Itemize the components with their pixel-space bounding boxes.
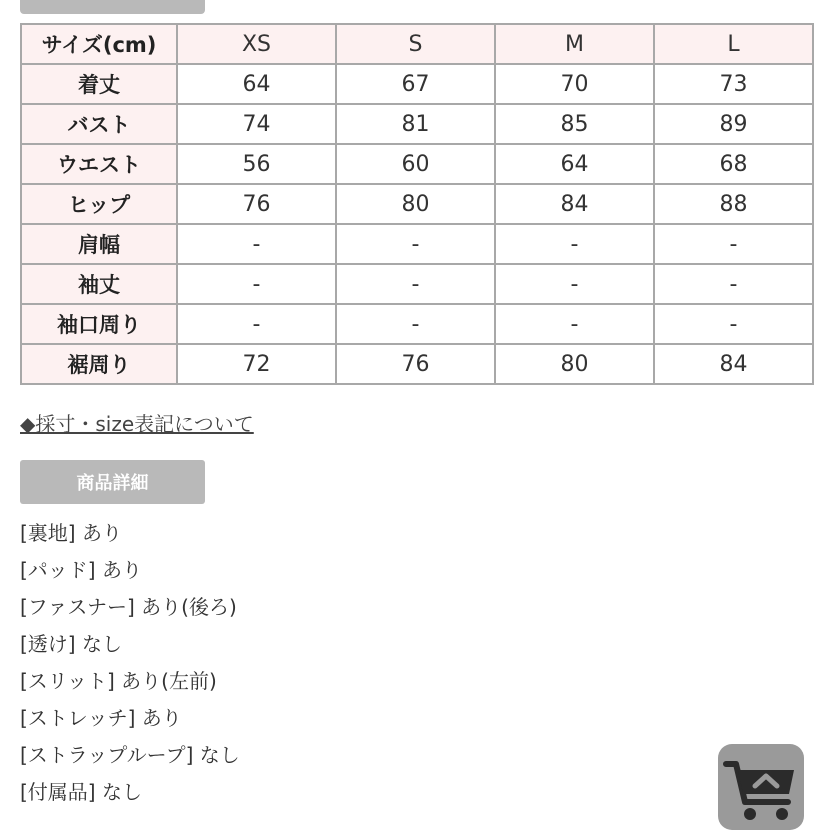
size-table bbox=[20, 23, 814, 385]
table-cell: 80 bbox=[336, 184, 495, 224]
table-cell: 74 bbox=[177, 104, 336, 144]
table-cell: 70 bbox=[495, 64, 654, 104]
table-cell: - bbox=[495, 304, 654, 344]
table-cell: - bbox=[495, 264, 654, 304]
table-row bbox=[21, 144, 813, 184]
size-header-s: S bbox=[336, 24, 495, 64]
table-cell: - bbox=[177, 264, 336, 304]
table-cell: 84 bbox=[495, 184, 654, 224]
list-item: [透け] なし bbox=[20, 632, 122, 656]
table-cell: 85 bbox=[495, 104, 654, 144]
row-label: ウエスト bbox=[21, 144, 177, 184]
table-cell: - bbox=[177, 224, 336, 264]
list-item: [ファスナー] あり(後ろ) bbox=[20, 595, 237, 619]
cart-button[interactable] bbox=[718, 744, 804, 830]
row-label: ヒップ bbox=[21, 184, 177, 224]
table-cell: - bbox=[336, 304, 495, 344]
size-table-header-row bbox=[21, 24, 813, 64]
row-label: 袖口周り bbox=[21, 304, 177, 344]
size-header-label: サイズ(cm) bbox=[21, 24, 177, 64]
details-section-title: 商品詳細 bbox=[20, 460, 205, 504]
row-label: バスト bbox=[21, 104, 177, 144]
section-tab-partial bbox=[20, 0, 205, 14]
row-label: 肩幅 bbox=[21, 224, 177, 264]
size-header-xs: XS bbox=[177, 24, 336, 64]
size-header-l: L bbox=[654, 24, 813, 64]
table-cell: 76 bbox=[177, 184, 336, 224]
details-list bbox=[20, 515, 240, 811]
cart-up-icon bbox=[718, 744, 804, 830]
table-cell: 76 bbox=[336, 344, 495, 384]
list-item: [裏地] あり bbox=[20, 521, 122, 545]
table-row bbox=[21, 224, 813, 264]
list-item: [パッド] あり bbox=[20, 558, 142, 582]
table-row bbox=[21, 304, 813, 344]
table-row bbox=[21, 344, 813, 384]
table-cell: - bbox=[654, 304, 813, 344]
table-cell: - bbox=[177, 304, 336, 344]
table-cell: 84 bbox=[654, 344, 813, 384]
table-row bbox=[21, 64, 813, 104]
table-cell: 89 bbox=[654, 104, 813, 144]
size-notation-link[interactable]: ◆採寸・size表記について bbox=[20, 412, 254, 436]
row-label: 袖丈 bbox=[21, 264, 177, 304]
table-cell: - bbox=[654, 264, 813, 304]
list-item: [ストラップループ] なし bbox=[20, 743, 240, 767]
row-label: 裾周り bbox=[21, 344, 177, 384]
row-label: 着丈 bbox=[21, 64, 177, 104]
table-cell: 67 bbox=[336, 64, 495, 104]
table-cell: - bbox=[654, 224, 813, 264]
table-cell: 64 bbox=[495, 144, 654, 184]
table-cell: - bbox=[495, 224, 654, 264]
table-cell: 64 bbox=[177, 64, 336, 104]
table-cell: - bbox=[336, 224, 495, 264]
table-cell: 80 bbox=[495, 344, 654, 384]
table-cell: 56 bbox=[177, 144, 336, 184]
table-cell: 73 bbox=[654, 64, 813, 104]
table-cell: 60 bbox=[336, 144, 495, 184]
table-row bbox=[21, 184, 813, 224]
table-row bbox=[21, 104, 813, 144]
list-item: [スリット] あり(左前) bbox=[20, 669, 217, 693]
list-item: [ストレッチ] あり bbox=[20, 706, 182, 730]
table-cell: 88 bbox=[654, 184, 813, 224]
table-cell: - bbox=[336, 264, 495, 304]
list-item: [付属品] なし bbox=[20, 780, 142, 804]
table-cell: 81 bbox=[336, 104, 495, 144]
table-cell: 68 bbox=[654, 144, 813, 184]
table-cell: 72 bbox=[177, 344, 336, 384]
size-header-m: M bbox=[495, 24, 654, 64]
table-row bbox=[21, 264, 813, 304]
